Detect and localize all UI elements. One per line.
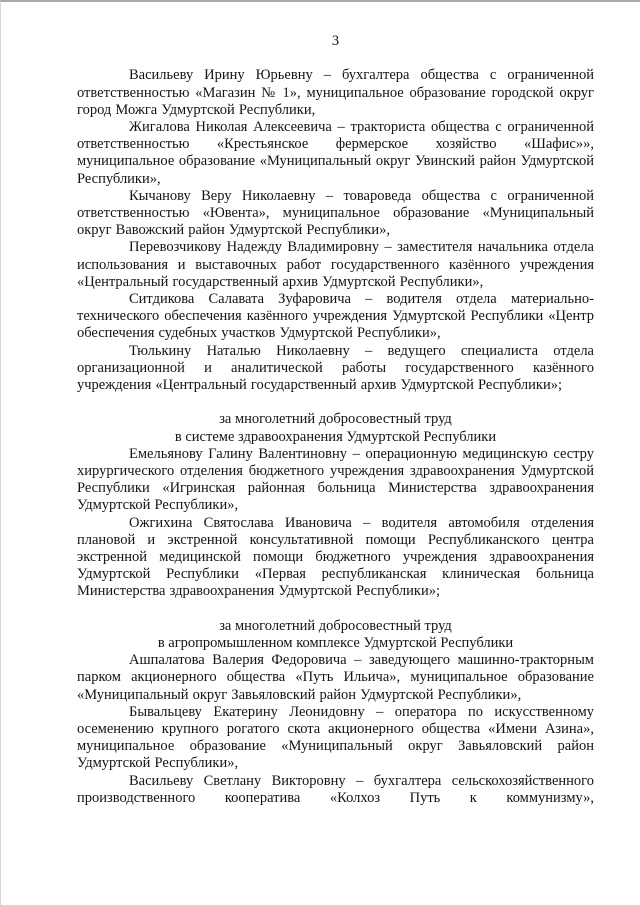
- award-paragraph: Кычанову Веру Николаевну – товароведа общества с ограниченной ответственностью «Ювента», муниципальное образование «Муниципальный округ Вавожский район Удмуртской Республики»,: [77, 187, 594, 239]
- section-heading: [77, 411, 594, 445]
- section-heading-line: за многолетний добросовестный труд: [219, 617, 452, 634]
- document-body: [77, 67, 594, 807]
- award-paragraph: Ашпалатова Валерия Федоровича – заведующего машинно-тракторным парком акционерного общества «Путь Ильича», муниципальное образование «Муниципальный округ Завьяловский район Удмуртской Республики»,: [77, 652, 594, 703]
- award-paragraph: Васильеву Светлану Викторовну – бухгалтера сельскохозяйственного производственного кооператива «Колхоз Путь к коммунизму»,: [77, 772, 594, 806]
- section-heading-line: в агропромышленном комплексе Удмуртской Республики: [157, 635, 514, 652]
- award-paragraph: Перевозчикову Надежду Владимировну – заместителя начальника отдела использования и выставочных работ государственного казённого учреждения «Центральный государственный архив Удмуртской Республики»,: [77, 239, 594, 290]
- award-paragraph: Жигалова Николая Алексеевича – тракториста общества с ограниченной ответственностью «Крестьянское фермерское хозяйство «Шафис»», муниципальное образование «Муниципальный округ Увинский район Удмуртской Республики»,: [77, 119, 594, 187]
- award-paragraph: Ситдикова Салавата Зуфаровича – водителя отдела материально-технического обеспечения казённого учреждения Удмуртской Республики «Центр обеспечения судебных участков Удмуртской Республики»,: [77, 291, 594, 342]
- section-heading-line: за многолетний добросовестный труд: [219, 411, 452, 428]
- award-paragraph: Ожгихина Святослава Ивановича – водителя автомобиля отделения плановой и экстренной консультативной помощи Республиканского центра экстренной медицинской помощи бюджетного учреждения здравоохранения Удмуртской Республики «Первая республиканская клиническая больница Министерства здравоохранения Удмуртской Республики»;: [77, 514, 594, 600]
- award-paragraph: Васильеву Ирину Юрьевну – бухгалтера общества с ограниченной ответственностью «Магазин № 1», муниципальное образование городской округ город Можга Удмуртской Республики,: [77, 67, 594, 118]
- section-heading-line: в системе здравоохранения Удмуртской Республики: [174, 428, 497, 445]
- award-paragraph: Емельянову Галину Валентиновну – операционную медицинскую сестру хирургического отделения бюджетного учреждения здравоохранения Удмуртской Республики «Игринская районная больница Министерства здравоохранения Удмуртской Республики»,: [77, 445, 594, 514]
- page-number: 3: [331, 33, 340, 49]
- section-heading: [77, 618, 594, 652]
- award-paragraph: Тюлькину Наталью Николаевну – ведущего специалиста отдела организационной и аналитической работы государственного казённого учреждения «Центральный государственный архив Удмуртской Республики»;: [77, 342, 594, 394]
- award-paragraph: Бывальцеву Екатерину Леонидовну – оператора по искусственному осеменению крупного рогатого скота акционерного общества «Имени Азина», муниципальное образование «Муниципальный округ Завьяловский район Удмуртской Республики»,: [77, 703, 594, 772]
- page: [1, 2, 640, 905]
